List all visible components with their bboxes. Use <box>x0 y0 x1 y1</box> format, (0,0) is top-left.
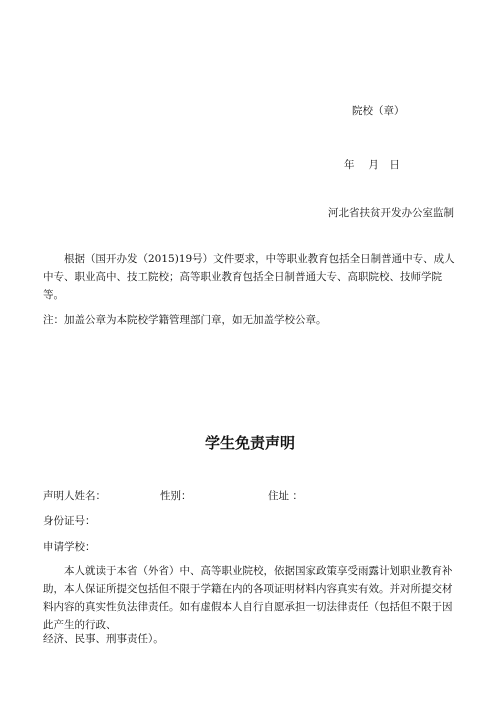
school-seal-label: 院校（章） <box>352 105 405 117</box>
disclaimer-body-end: 经济、民事、刑事责任）。 <box>43 633 164 645</box>
stamp-note: 注：加盖公章为本院校学籍管理部门章，如无加盖学校公章。 <box>43 314 327 326</box>
address-label: 住址 ： <box>268 490 303 502</box>
disclaimer-title: 学生免责声明 <box>204 434 295 452</box>
id-number-label: 身份证号： <box>43 515 96 527</box>
name-label: 声明人姓名： <box>43 490 106 502</box>
supervisor-label: 河北省扶贫开发办公室监制 <box>328 207 454 219</box>
policy-note: 根据（国开办发（2015)19号）文件要求，中等职业教育包括全日制普通中专、成人中专、职业高中、技工院校；高等职业教育包括全日制普通大专、高职院校、技师学院等。 <box>43 253 455 301</box>
gender-label: 性别： <box>160 490 192 502</box>
school-label: 申请学校： <box>43 541 96 553</box>
date-label: 年 月 日 <box>344 159 400 171</box>
disclaimer-body: 本人就读于本省（外省）中、高等职业院校，依据国家政策享受雨露计划职业教育补助，本人保证所提交包括但不限于学籍在内的各项证明材料内容真实有效。并对所提交材料内容的真实性负法律责任。如有虚假本人自行自愿承担一切法律责任（包括但不限于因此产生的行政、 <box>43 565 453 631</box>
